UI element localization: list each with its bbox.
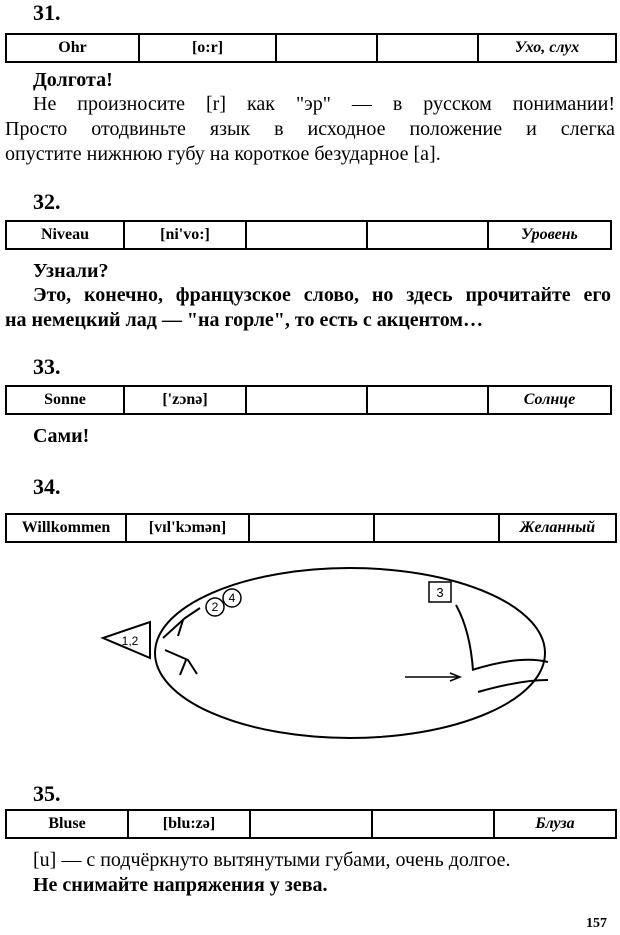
note-text: Не снимайте напряжения у зева. (33, 874, 328, 896)
table-row (6, 221, 611, 249)
word-table (5, 33, 617, 63)
note-text: Не произносите [r] как "эр" — в русском понимании! (33, 93, 615, 115)
blank-cell (246, 221, 367, 249)
blank-cell (250, 810, 372, 838)
word-cell: Willkommen (6, 514, 126, 542)
blank-cell (246, 386, 367, 414)
translation-cell: Ухо, слух (478, 34, 616, 62)
label-text: 2 (211, 600, 219, 614)
blank-cell (372, 810, 494, 838)
entry-number: 34. (33, 474, 61, 499)
blank-cell (367, 221, 488, 249)
blank-cell (249, 514, 374, 542)
entry-number: 32. (33, 189, 61, 214)
translation-cell: Уровень (488, 221, 611, 249)
page-number: 157 (586, 916, 607, 931)
word-table (5, 809, 617, 839)
label-text: 3 (436, 585, 444, 600)
word-cell: Ohr (6, 34, 139, 62)
transcription-cell: [blu:zə] (128, 810, 250, 838)
mouth-diagram (0, 560, 620, 770)
table-row (6, 514, 616, 542)
transcription-cell: [vɪl'kɔmən] (126, 514, 249, 542)
note-text: Просто отодвиньте язык в исходное положение и слегка (5, 118, 615, 140)
blank-cell (374, 514, 499, 542)
blank-cell (377, 34, 478, 62)
oral-cavity-outline (155, 568, 545, 738)
label-text: 4 (228, 591, 236, 605)
entry-number: 31. (33, 0, 61, 25)
word-table (5, 385, 612, 415)
note-heading: Долгота! (33, 69, 113, 91)
note-text: Это, конечно, французское слово, но здесь прочитайте его (33, 284, 611, 306)
entry-number: 35. (33, 781, 61, 806)
word-table (5, 220, 612, 250)
word-cell: Niveau (6, 221, 124, 249)
word-cell: Bluse (6, 810, 128, 838)
note-text: на немецкий лад — "на горле", то есть с акцентом… (5, 309, 483, 331)
blank-cell (276, 34, 377, 62)
word-table (5, 513, 617, 543)
table-row (6, 34, 616, 62)
translation-cell: Блуза (494, 810, 616, 838)
word-cell: Sonne (6, 386, 124, 414)
note-text: опустите нижнюю губу на короткое безударное [a]. (5, 143, 441, 165)
uvula-line (472, 660, 548, 670)
throat-line (478, 680, 548, 692)
lips-label: 1,2 (121, 634, 139, 648)
lower-teeth-line (180, 660, 186, 675)
transcription-cell: [o:r] (139, 34, 276, 62)
translation-cell: Солнце (488, 386, 611, 414)
note-heading: Узнали? (33, 260, 109, 282)
note-text: [u] — с подчёркнуто вытянутыми губами, очень долгое. (33, 849, 511, 871)
transcription-cell: [ni'vo:] (124, 221, 246, 249)
table-row (6, 810, 616, 838)
note-heading: Сами! (33, 425, 90, 447)
entry-number: 33. (33, 354, 61, 379)
translation-cell: Желанный (499, 514, 616, 542)
transcription-cell: ['zɔnə] (124, 386, 246, 414)
blank-cell (367, 386, 488, 414)
table-row (6, 386, 611, 414)
tongue-back-line (456, 605, 473, 670)
